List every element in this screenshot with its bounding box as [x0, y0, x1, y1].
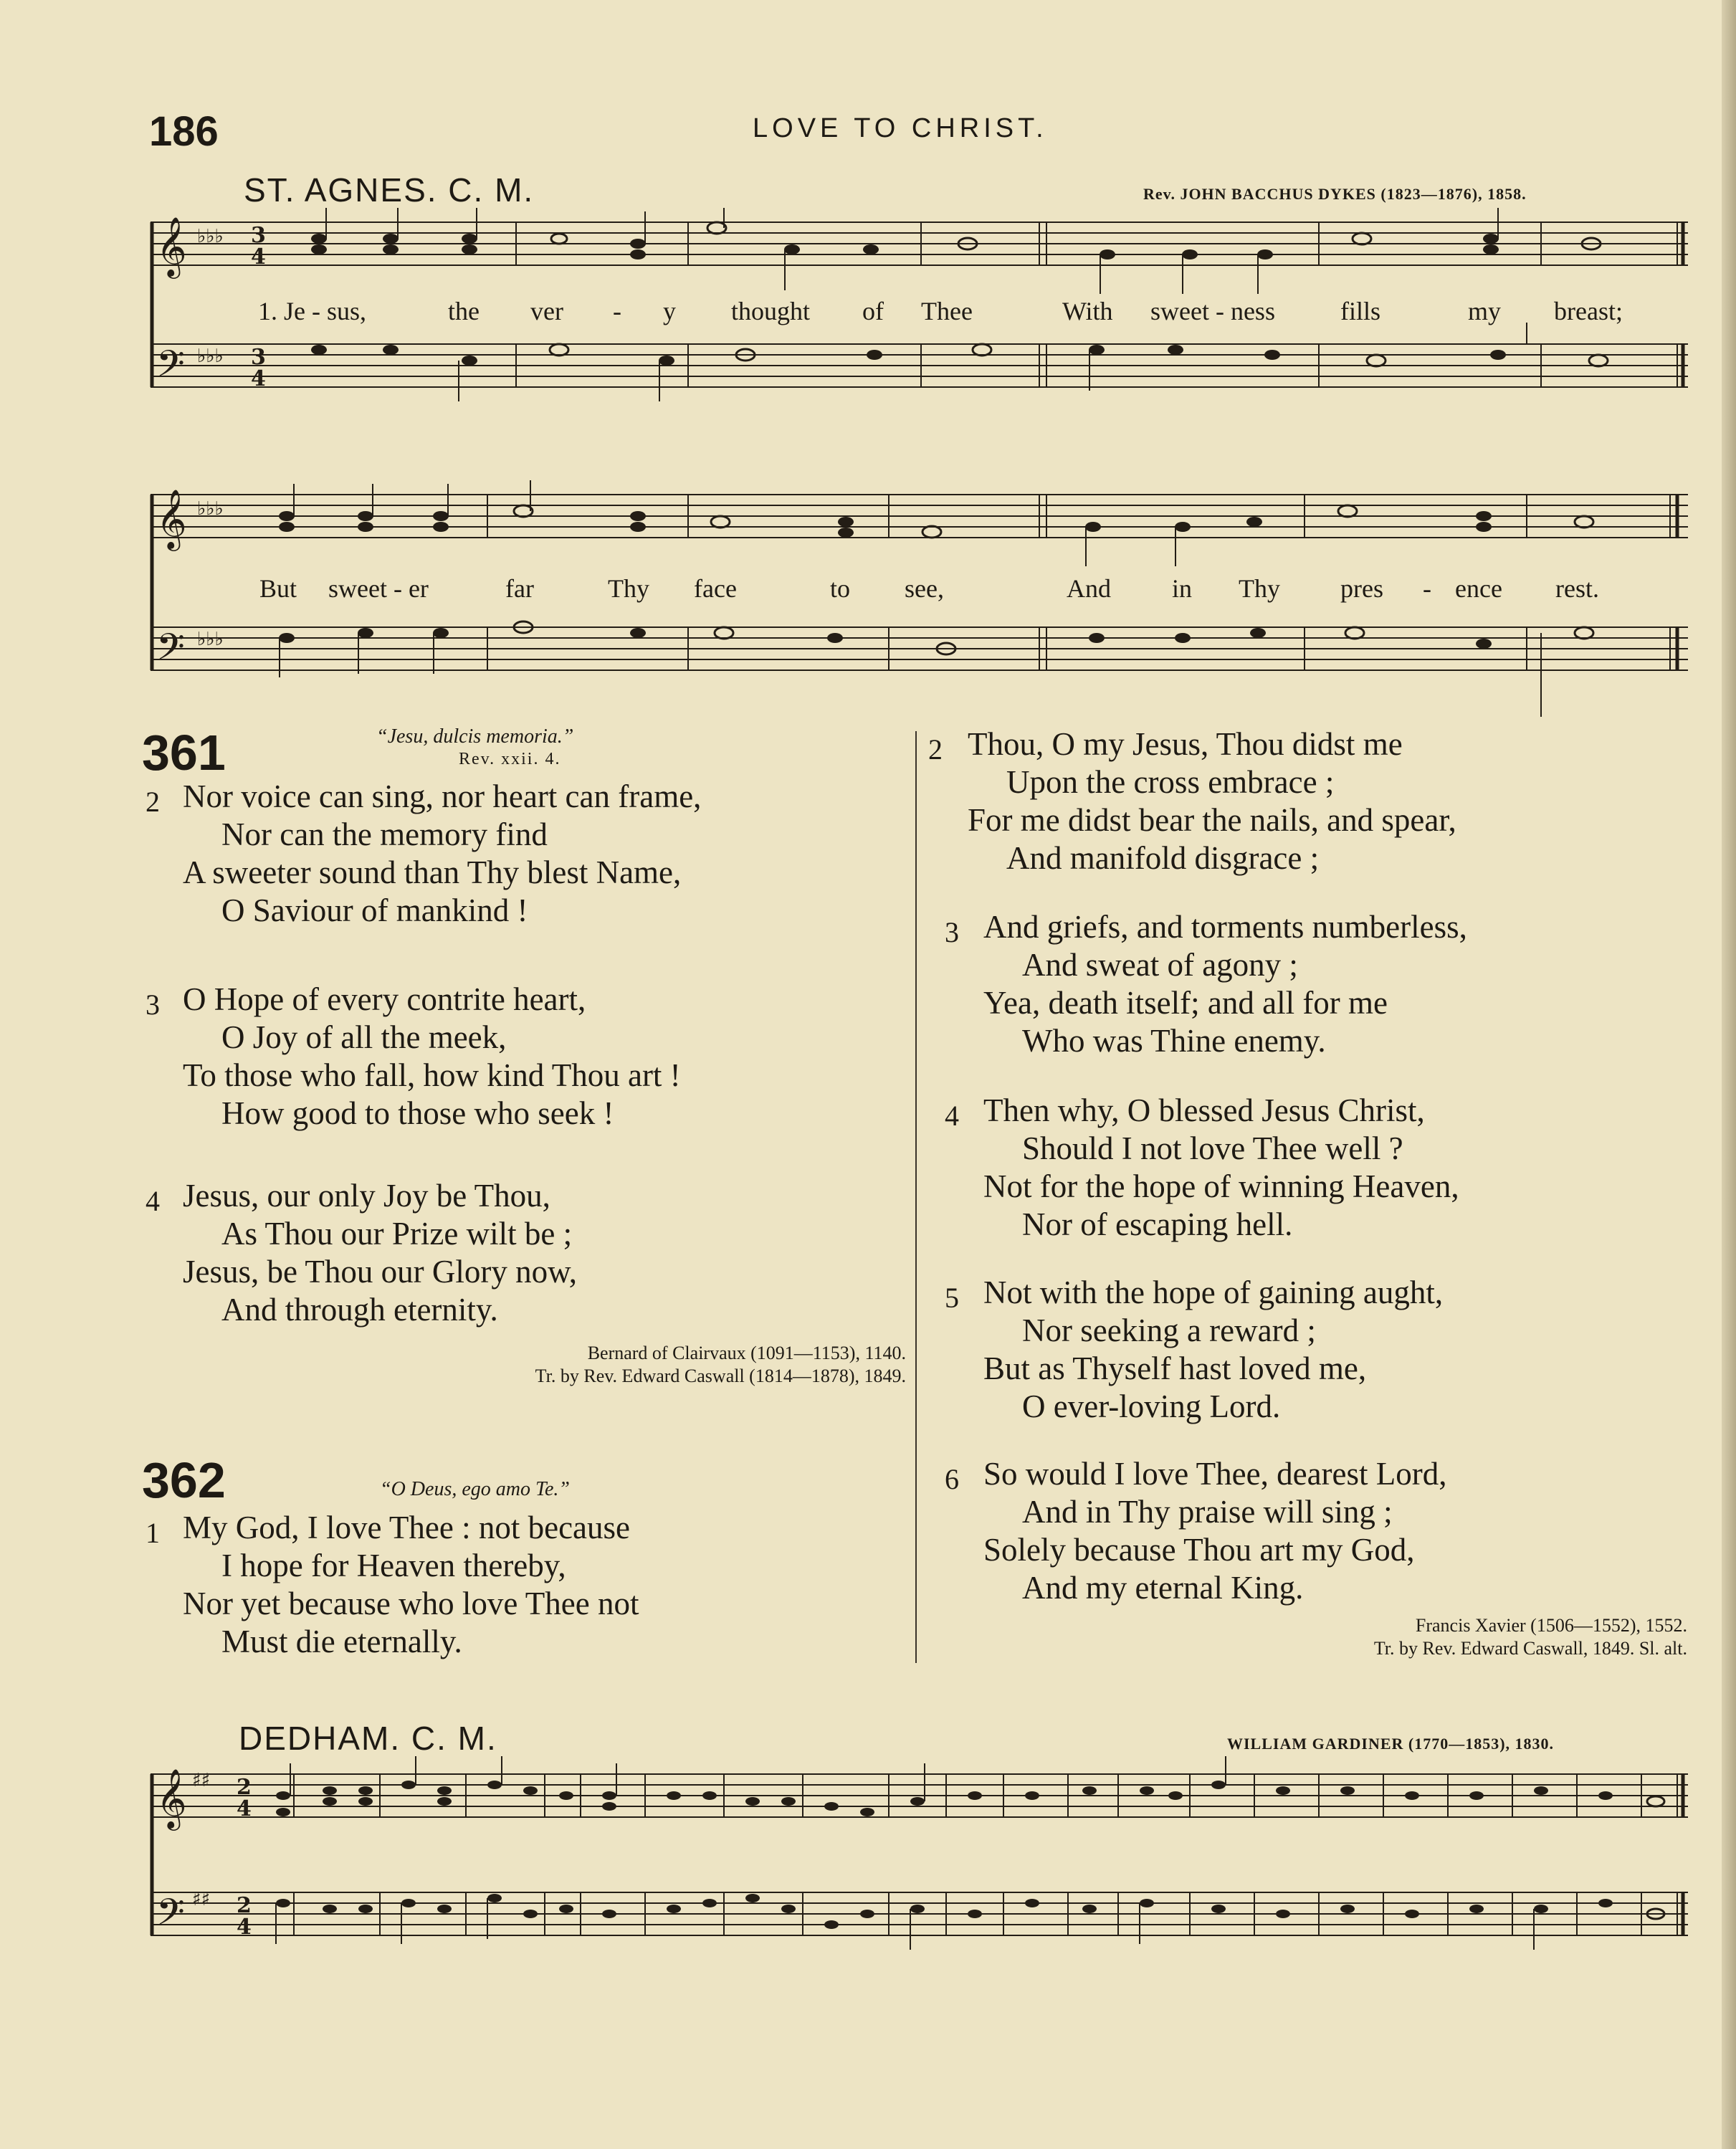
lyric: y — [663, 297, 676, 325]
tune-name-dedham: DEDHAM. C. M. — [239, 1720, 497, 1757]
stanza — [983, 1092, 1459, 1244]
verse-line: Then why, O blessed Jesus Christ, — [983, 1092, 1425, 1128]
tune-composer-st-agnes: Rev. JOHN BACCHUS DYKES (1823—1876), 1858. — [1143, 185, 1527, 203]
st-agnes-score-line-1 — [143, 208, 1692, 444]
verse-line: Yea, death itself; and all for me — [983, 985, 1388, 1021]
verse-line: O Joy of all the meek, — [221, 1019, 507, 1055]
hymn-number-362: 362 — [142, 1452, 226, 1508]
stanza-number: 2 — [146, 786, 160, 818]
verse-line: Should I not love Thee well ? — [1022, 1130, 1403, 1166]
verse-line: But as Thyself hast loved me, — [983, 1350, 1367, 1386]
verse-line: O ever-loving Lord. — [1022, 1388, 1281, 1424]
lyric: of — [862, 297, 884, 325]
verse-line: Upon the cross embrace ; — [1006, 764, 1335, 800]
attribution — [535, 1342, 906, 1388]
author-line: Bernard of Clairvaux (1091—1153), 1140. — [587, 1343, 906, 1363]
stanza-number: 6 — [945, 1463, 959, 1495]
stanza — [983, 1455, 1447, 1607]
stanza — [183, 981, 681, 1133]
lyric: ver — [530, 297, 563, 325]
svg-text:4: 4 — [251, 244, 266, 270]
lyric: pres — [1340, 574, 1383, 603]
lyric: rest. — [1555, 574, 1599, 603]
dedham-score — [143, 1756, 1692, 1993]
verse-line: And my eternal King. — [1022, 1570, 1304, 1606]
verse-line: Jesus, our only Joy be Thou, — [183, 1178, 550, 1214]
page-edge — [1722, 0, 1736, 2149]
svg-text:♭♭♭: ♭♭♭ — [197, 498, 224, 520]
svg-text:♭♭♭: ♭♭♭ — [197, 226, 224, 247]
stanza — [983, 908, 1467, 1060]
column-divider — [915, 731, 917, 1663]
verse-line: So would I love Thee, dearest Lord, — [983, 1456, 1447, 1492]
stanza-number: 4 — [945, 1100, 959, 1132]
svg-text:♭♭♭: ♭♭♭ — [197, 346, 224, 367]
lyric: breast; — [1554, 297, 1623, 325]
stanza-number: 2 — [928, 733, 943, 766]
svg-text:𝄞: 𝄞 — [156, 1768, 187, 1828]
lyric: But — [259, 574, 297, 603]
svg-text:4: 4 — [251, 366, 266, 391]
scripture-reference: Rev. xxii. 4. — [459, 750, 561, 768]
lyric: fills — [1340, 297, 1381, 325]
stanza — [183, 778, 701, 930]
svg-text:2: 2 — [237, 1893, 252, 1918]
svg-text:𝄞: 𝄞 — [156, 488, 187, 548]
svg-text:3: 3 — [251, 223, 266, 248]
verse-line: Jesus, be Thou our Glory now, — [183, 1254, 577, 1290]
lyric: far — [505, 574, 534, 603]
svg-text:4: 4 — [237, 1796, 252, 1821]
svg-text:♯♯: ♯♯ — [192, 1770, 211, 1791]
verse-line: Nor yet because who love Thee not — [183, 1586, 639, 1621]
verse-line: And sweat of agony ; — [1022, 947, 1298, 983]
lyric: face — [694, 574, 737, 603]
hymn-number-361: 361 — [142, 725, 226, 781]
stanza-number: 1 — [146, 1517, 160, 1549]
lyric: With — [1062, 297, 1113, 325]
lyric: to — [830, 574, 851, 603]
verse-line: Must die eternally. — [221, 1624, 462, 1659]
verse-line: I hope for Heaven thereby, — [221, 1548, 566, 1583]
verse-line: Nor of escaping hell. — [1022, 1206, 1293, 1242]
lyric: in — [1172, 574, 1193, 603]
verse-line: Thou, O my Jesus, Thou didst me — [968, 726, 1403, 762]
verse-line: As Thou our Prize wilt be ; — [221, 1216, 573, 1252]
verse-line: O Saviour of mankind ! — [221, 892, 528, 928]
verse-line: And griefs, and torments numberless, — [983, 909, 1467, 945]
stanza — [983, 1274, 1443, 1426]
tune-name-st-agnes: ST. AGNES. C. M. — [244, 171, 535, 209]
verse-line: A sweeter sound than Thy blest Name, — [183, 854, 682, 890]
page-number: 186 — [149, 108, 219, 155]
verse-line: And manifold disgrace ; — [1006, 840, 1320, 876]
lyric: Thy — [1239, 574, 1280, 603]
author-line: Francis Xavier (1506—1552), 1552. — [1415, 1615, 1687, 1636]
svg-text:𝄢: 𝄢 — [156, 1890, 185, 1943]
stanza-number: 5 — [945, 1282, 959, 1314]
stanza — [968, 725, 1456, 877]
verse-line: Solely because Thou art my God, — [983, 1532, 1415, 1568]
lyric: the — [448, 297, 480, 325]
hymn-latin-title: “O Deus, ego amo Te.” — [380, 1478, 570, 1500]
stanza-number: 3 — [146, 988, 160, 1021]
stanza-number: 3 — [945, 916, 959, 948]
lyric: my — [1468, 297, 1502, 325]
svg-text:4: 4 — [237, 1915, 252, 1940]
lyric: Thy — [608, 574, 649, 603]
verse-line: Not with the hope of gaining aught, — [983, 1274, 1444, 1310]
lyric: see, — [905, 574, 944, 603]
stanza-number: 4 — [146, 1185, 160, 1217]
lyric: sweet - ness — [1150, 297, 1275, 325]
svg-text:♯♯: ♯♯ — [192, 1889, 211, 1910]
lyric: sweet - er — [328, 574, 429, 603]
stanza — [183, 1509, 639, 1661]
verse-line: And in Thy praise will sing ; — [1022, 1494, 1393, 1530]
translator-line: Tr. by Rev. Edward Caswall, 1849. Sl. alt. — [1373, 1638, 1687, 1659]
attribution — [1374, 1614, 1687, 1660]
lyric: Thee — [921, 297, 973, 325]
verse-line: Not for the hope of winning Heaven, — [983, 1168, 1459, 1204]
svg-text:𝄞: 𝄞 — [156, 216, 187, 276]
verse-line: How good to those who seek ! — [221, 1095, 614, 1131]
svg-text:♭♭♭: ♭♭♭ — [197, 629, 224, 650]
verse-line: O Hope of every contrite heart, — [183, 981, 586, 1017]
svg-text:2: 2 — [237, 1775, 252, 1800]
lyric: ence — [1455, 574, 1502, 603]
stanza — [183, 1177, 577, 1329]
verse-line: My God, I love Thee : not because — [183, 1510, 631, 1545]
svg-text:𝄢: 𝄢 — [156, 342, 185, 394]
verse-line: Nor can the memory find — [221, 816, 548, 852]
verse-line: For me didst bear the nails, and spear, — [968, 802, 1456, 838]
verse-line: Who was Thine enemy. — [1022, 1023, 1326, 1059]
lyric: - — [613, 297, 621, 325]
lyric: - — [1423, 574, 1431, 603]
verse-line: To those who fall, how kind Thou art ! — [183, 1057, 681, 1093]
verse-line: Nor voice can sing, nor heart can frame, — [183, 778, 702, 814]
verse-line: Nor seeking a reward ; — [1022, 1312, 1316, 1348]
svg-text:𝄢: 𝄢 — [156, 625, 185, 677]
lyric: And — [1067, 574, 1111, 603]
hymn-latin-title: “Jesu, dulcis memoria.” — [376, 725, 574, 748]
lyric: thought — [731, 297, 811, 325]
running-title: LOVE TO CHRIST. — [753, 113, 1048, 143]
lyric: 1. Je - sus, — [258, 297, 366, 325]
svg-text:3: 3 — [251, 345, 266, 370]
translator-line: Tr. by Rev. Edward Caswall (1814—1878), 1849. — [535, 1366, 906, 1386]
verse-line: And through eternity. — [221, 1292, 498, 1328]
tune-composer-dedham: WILLIAM GARDINER (1770—1853), 1830. — [1227, 1735, 1555, 1753]
